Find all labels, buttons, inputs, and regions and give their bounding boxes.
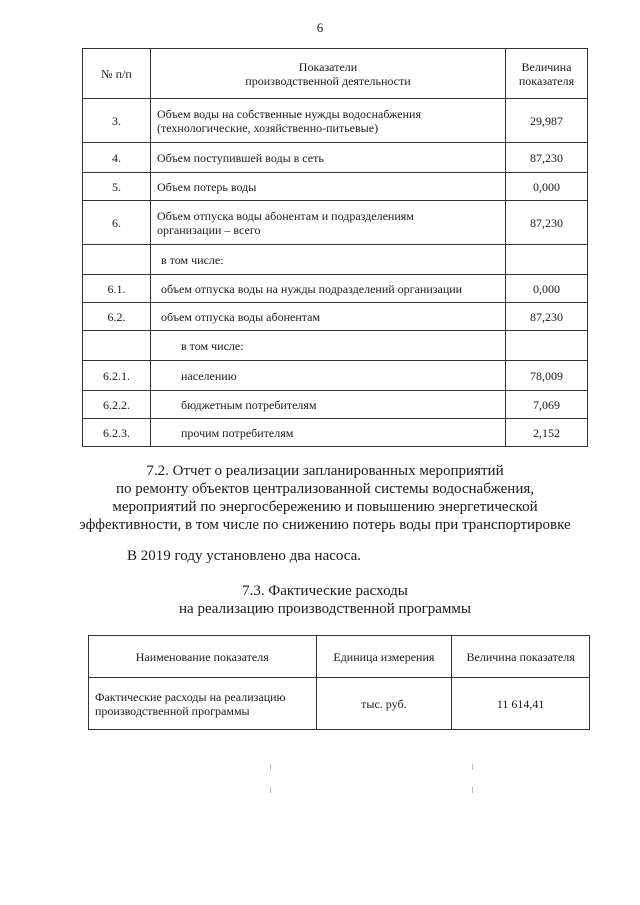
table-header-row <box>83 49 588 99</box>
row-num: 6.2.1. <box>83 361 151 391</box>
row-name <box>89 678 317 730</box>
page-number: 6 <box>316 20 324 35</box>
header-name: Наименование показателя <box>89 636 317 678</box>
row-value: 0,000 <box>506 275 588 303</box>
row-num <box>83 331 151 361</box>
header-num: № п/п <box>83 49 151 99</box>
row-value: 2,152 <box>506 419 588 447</box>
row-num: 4. <box>83 143 151 173</box>
row-description <box>151 99 506 143</box>
header-indicator-line1: Показатели <box>298 59 358 74</box>
row-description: прочим потребителям <box>151 419 506 447</box>
section-7-3-heading <box>60 582 590 618</box>
header-indicator <box>151 49 506 99</box>
table-row <box>83 173 588 201</box>
row-num <box>83 245 151 275</box>
table-row <box>83 303 588 331</box>
heading-line: 7.2. Отчет о реализации запланированных мероприятий <box>146 463 504 479</box>
table-row <box>89 678 590 730</box>
row-name-line2: производственной программы <box>95 703 250 718</box>
table-row <box>83 245 588 275</box>
header-value <box>506 49 588 99</box>
row-description: населению <box>151 361 506 391</box>
row-value: 87,230 <box>506 143 588 173</box>
row-description-line1: Объем воды на собственные нужды водоснабжения <box>157 106 421 121</box>
table-row <box>83 143 588 173</box>
row-description: в том числе: <box>151 331 506 361</box>
row-description: Объем поступившей воды в сеть <box>151 143 506 173</box>
table-row <box>83 275 588 303</box>
row-num: 6.1. <box>83 275 151 303</box>
table-header-row <box>89 636 590 678</box>
row-unit: тыс. руб. <box>316 678 452 730</box>
header-value: Величина показателя <box>452 636 590 678</box>
row-value: 78,009 <box>506 361 588 391</box>
row-value: 87,230 <box>506 303 588 331</box>
heading-line: на реализацию производственной программы <box>179 601 471 617</box>
row-num: 6.2. <box>83 303 151 331</box>
row-value: 11 614,41 <box>452 678 590 730</box>
row-value: 29,987 <box>506 99 588 143</box>
row-value: 7,069 <box>506 391 588 419</box>
row-num: 6.2.3. <box>83 419 151 447</box>
heading-line: 7.3. Фактические расходы <box>242 583 408 599</box>
row-num: 6. <box>83 201 151 245</box>
row-description-line1: Объем отпуска воды абонентам и подразделениям <box>157 208 414 223</box>
heading-line: мероприятий по энергосбережению и повышению энергетической <box>112 499 538 515</box>
table-row <box>83 331 588 361</box>
table-row <box>83 361 588 391</box>
row-value <box>506 245 588 275</box>
header-value-line1: Величина <box>521 59 572 74</box>
production-indicators-table <box>82 48 588 447</box>
row-num: 6.2.2. <box>83 391 151 419</box>
scan-mark <box>472 787 473 793</box>
section-7-2-heading <box>60 462 590 534</box>
row-description-line2: (технологические, хозяйственно-питьевые) <box>157 120 379 135</box>
heading-line: эффективности, в том числе по снижению потерь воды при транспортировке <box>79 517 571 533</box>
row-description: бюджетным потребителям <box>151 391 506 419</box>
row-num: 3. <box>83 99 151 143</box>
row-num: 5. <box>83 173 151 201</box>
row-value: 87,230 <box>506 201 588 245</box>
row-name-line1: Фактические расходы на реализацию <box>95 689 286 704</box>
table-row <box>83 419 588 447</box>
row-description <box>151 201 506 245</box>
pumps-paragraph: В 2019 году установлено два насоса. <box>127 548 362 564</box>
row-value <box>506 331 588 361</box>
table-row <box>83 391 588 419</box>
row-value: 0,000 <box>506 173 588 201</box>
header-unit: Единица измерения <box>316 636 452 678</box>
header-indicator-line2: производственной деятельности <box>245 73 411 88</box>
scan-mark <box>270 787 271 793</box>
heading-line: по ремонту объектов централизованной системы водоснабжения, <box>115 481 535 497</box>
scan-mark <box>472 764 473 770</box>
row-description: объем отпуска воды абонентам <box>151 303 506 331</box>
scan-mark <box>270 764 271 770</box>
row-description: Объем потерь воды <box>151 173 506 201</box>
header-value-line2: показателя <box>518 73 575 88</box>
actual-expenses-table <box>88 635 590 730</box>
row-description-line2: организации – всего <box>157 222 261 237</box>
table-row <box>83 99 588 143</box>
row-description: в том числе: <box>151 245 506 275</box>
row-description: объем отпуска воды на нужды подразделений организации <box>151 275 506 303</box>
table-row <box>83 201 588 245</box>
